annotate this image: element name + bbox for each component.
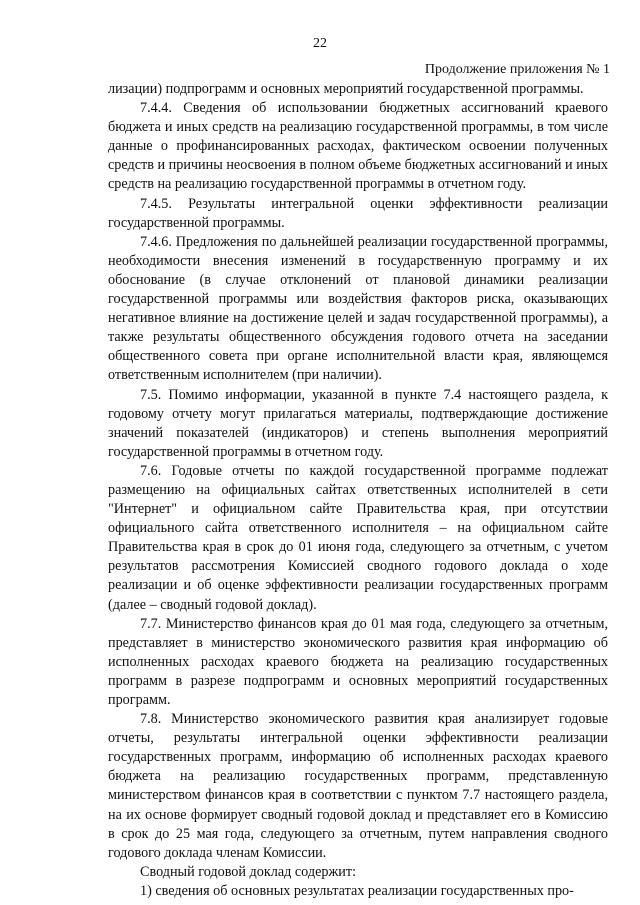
paragraph-7-7: 7.7. Министерство финансов края до 01 мая года, следующего за отчетным, представляет в министерство экономического развития края информацию об исполненных расходах краевого бюджета на реализацию государственных программ в разрезе подпрограмм и основных мероприятий государственных программ. [108,615,608,708]
paragraph-7-4-6: 7.4.6. Предложения по дальнейшей реализации государственной программы, необходимости внесения изменений в государственную программу и их обоснование (в случае отклонений от плановой динамики реализации государственной программы или воздействия факторов риска, оказывающих негативное влияние на достижение целей и задач государственной программы), а также результаты общественного обсуждения годового отчета на заседании общественного совета при органе исполнительной власти края, являющемся ответственным исполнителем (при наличии). [108,233,608,384]
paragraph-7-4-5: 7.4.5. Результаты интегральной оценки эффективности реализации государственной программы. [108,195,608,231]
paragraph-7-4-4: 7.4.4. Сведения об использовании бюджетных ассигнований краевого бюджета и иных средств на реализацию государственной программы, в том числе данные о профинансированных расходах, фактическом освоении полученных средств и причины неосвоения в полном объеме бюджетных ассигнований и иных средств на реализацию государственной программы в отчетном году. [108,100,608,193]
paragraph-7-5: 7.5. Помимо информации, указанной в пункте 7.4 настоящего раздела, к годовому отчету могут прилагаться материалы, подтверждающие достижение значений показателей (индикаторов) и степень выполнения мероприятий государственной программы в отчетном году. [108,386,608,460]
document-body [108,80,608,901]
paragraph-summary-item-1: 1) сведения об основных результатах реализации государственных про- [140,882,574,899]
page-number: 22 [313,36,327,51]
paragraph-7-6: 7.6. Годовые отчеты по каждой государственной программе подлежат размещению на официальных сайтах ответственных исполнителей в сети "Интернет" и официальном сайте Правительства края, при отсутствии официального сайта ответственного исполнителя – на официальном сайте Правительства края в срок до 01 июня года, следующего за отчетным, с учетом результатов рассмотрения Комиссией сводного годового доклада о ходе реализации и об оценке эффективности реализации государственных программ (далее – сводный годовой доклад). [108,462,608,613]
paragraph-continuation: лизации) подпрограмм и основных мероприятий государственной программы. [108,81,584,97]
appendix-continuation-note: Продолжение приложения № 1 [424,62,610,77]
paragraph-7-8: 7.8. Министерство экономического развития края анализирует годовые отчеты, результаты интегральной оценки эффективности реализации государственных программ, информацию об исполненных расходах краевого бюджета на реализацию государственных программ, представленную министерством финансов края в соответствии с пунктом 7.7 настоящего раздела, на их основе формирует сводный годовой доклад и представляет его в Комиссию в срок до 25 мая года, следующего за отчетным, путем направления сводного годового доклада членам Комиссии. [108,711,608,861]
paragraph-summary-intro: Сводный годовой доклад содержит: [140,863,357,880]
